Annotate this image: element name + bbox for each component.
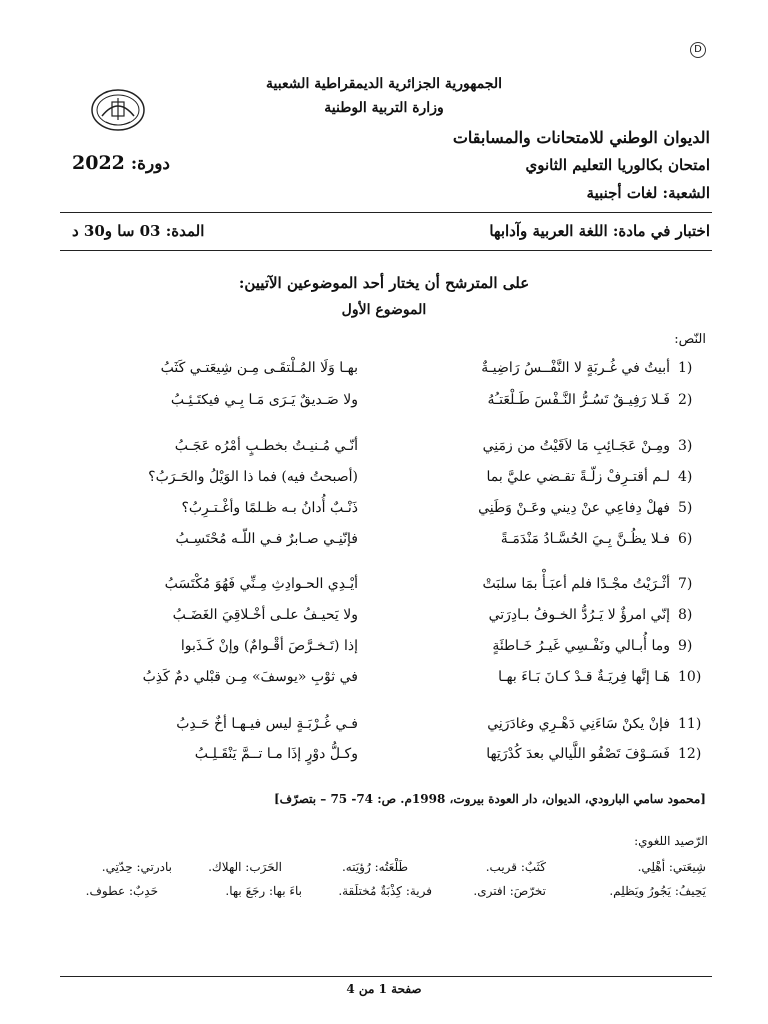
verse-second-hemistich: بهـا وَلَا المُـلْتقَـى مِـن شِيعَتـي كَثَبُ [160,360,358,376]
text-label: النّص: [674,332,706,347]
verse-line [0,438,768,460]
glossary-entry: تخرّصَ: افترى. [473,884,546,898]
verse-first-hemistich: ومِـنْ عَجَـائِبِ مَا لاَقَيْتُ من زمَنِي [482,438,670,454]
verse-number: 10) [678,669,702,685]
verse-number: 8) [678,607,693,623]
verse-first-hemistich: وما أُبـالي ونَفْـسِي غَيـرُ خَـاطئَةٍ [492,638,670,654]
verse-line [0,576,768,598]
verse-number: 5) [678,500,693,516]
branch-label: الشعبة: لغات أجنبية [586,184,710,202]
verse-first-hemistich: أثْـرَيْتُ مجْـدًا فلم أعبَـأْ بمَا سلبَتْ [482,576,670,592]
verse-number: 4) [678,469,693,485]
republic-title: الجمهورية الجزائرية الديمقراطية الشعبية [265,76,502,92]
verse-number: 6) [678,531,693,547]
verse-second-hemistich: (أصبحتُ فيه) فما ذا الوَيْلُ والحَـرَبُ؟ [148,469,358,485]
glossary-entry: يَحِيفُ: يَجُورُ ويَظلِم. [609,884,706,898]
ministry-emblem-icon [88,86,148,134]
exam-title: امتحان بكالوريا التعليم الثانوي [525,156,710,174]
verse-first-hemistich: إنّي امرؤٌ لا يَـرُدُّ الخـوفُ بـادِرَتي [488,607,670,623]
duration-label: المدة: 03 سا و30 د [72,222,205,240]
footer-rule [60,976,712,977]
verse-line [0,638,768,660]
verse-first-hemistich: أبيتُ في غُـربَةٍ لا النَّفْــسُ رَاضِيـةٌ [481,360,670,376]
session-year: 2022 [72,152,125,174]
verse-second-hemistich: ذَنْـبٌ أُدانُ بـه ظـلمًا وأغْـتـرِبُ؟ [181,500,358,516]
verse-line [0,360,768,382]
subject-label: اختبار في مادة: اللغة العربية وآدابها [489,222,710,240]
verse-number: 7) [678,576,693,592]
verse-second-hemistich: أنّـي مُـنيـتُ بخطـبٍ أمْرُه عَجَـبُ [174,438,358,454]
verse-number: 2) [678,392,693,408]
verse-line [0,469,768,491]
verse-second-hemistich: ولا يَحيـفُ علـى أخْـلاقِيَ الغَضَـبُ [172,607,358,623]
verse-number: 3) [678,438,693,454]
glossary-entry: الحَرَب: الهلاك. [208,860,282,874]
verse-line [0,531,768,553]
verse-line [0,716,768,738]
verse-number: 1) [678,360,693,376]
verse-first-hemistich: فَسَـوْفَ تَصْفُو اللَّيالي بعدَ كُدْرَتِها [486,746,670,762]
session-label: دورة: [130,154,170,174]
verse-first-hemistich: هَـا إنَّها فِريَـةٌ قـدْ كـانَ بَـاءَ بهـا [498,669,670,685]
glossary-entry: طَلْعَتُه: رُؤيَته. [341,860,408,874]
verse-number: 12) [678,746,702,762]
source-citation: [محمود سامي البارودي، الديوان، دار العودة بيروت، 1998م. ص: 74- 75 – بتصرّف] [273,792,706,806]
verse-second-hemistich: إذا (تَـخـرَّصَ أقْـوامٌ) وإنْ كَـذَبوا [180,638,358,654]
verse-second-hemistich: وكـلُّ دوْرٍ إذَا مـا تــمَّ يَنْقَـلِـبُ [194,746,358,762]
glossary-entry: فرية: كِذْبَةٌ مُختلَقة. [338,884,432,898]
glossary-entry: حَدِبٌ: عطوف. [85,884,158,898]
verse-second-hemistich: فـي غُـرْبَـةٍ ليس فيـهـا أخٌ حَـدِبُ [176,716,358,732]
verse-first-hemistich: لـم أقتـرِفْ زلّـةً تقـضي عليَّ بما [486,469,670,485]
instruction-text: على المترشح أن يختار أحد الموضوعين الآتيين: [238,274,530,292]
verse-first-hemistich: فـلا يظُـنَّ بِـيَ الحُسَّـادُ مَنْدَمَـةً [500,531,670,547]
verse-number: 11) [678,716,702,732]
verse-second-hemistich: فإنّنِـي صـابرٌ فـي اللّـه مُحْتَسِـبُ [175,531,358,547]
verse-first-hemistich: فإنْ يكنْ سَاءَنِي دَهْـرِي وغادَرَنِي [487,716,670,732]
page-number: صفحة 1 من 4 [346,982,422,996]
verse-line [0,392,768,414]
verse-line [0,669,768,691]
verse-line [0,746,768,768]
document-corner-mark: D [690,42,706,58]
glossary-entry: شِيعَتي: أهْلِي. [637,860,706,874]
verse-line [0,607,768,629]
verse-second-hemistich: أيْـدِي الحـوادِثِ مِـنِّي فَهُوَ مُكْتَسَبُ [164,576,358,592]
office-title: الديوان الوطني للامتحانات والمسابقات [452,128,710,147]
verse-line [0,500,768,522]
session-info [72,152,170,174]
ministry-title: وزارة التربية الوطنية [324,100,444,116]
verse-number: 9) [678,638,693,654]
verse-first-hemistich: فَـلا رَفِيـقٌ تَسُـرُّ النَّـفْسَ طَـلْعَتـُهُ [487,392,670,408]
topic-title: الموضوع الأول [341,302,427,318]
header-rule-top [60,212,712,213]
verse-second-hemistich: في ثوْبِ «يوسفَ» مِـن قبْلي دمٌ كَذِبُ [142,669,358,685]
header-rule-bottom [60,250,712,251]
verse-first-hemistich: فهلْ دِفاعِي عنْ دِيني وعَـنْ وَطَنِي [478,500,670,516]
glossary-entry: بادرتي: حِدّتِي. [101,860,172,874]
glossary-title: الرّصيد اللغوي: [634,834,708,848]
glossary-entry: كَثَبٌ: قريب. [485,860,546,874]
glossary-entry: باءَ بها: رجَعَ بها. [225,884,302,898]
verse-second-hemistich: ولا صَـديقٌ يَـرَى مَـا بِـي فيكتَـئِـبُ [170,392,358,408]
